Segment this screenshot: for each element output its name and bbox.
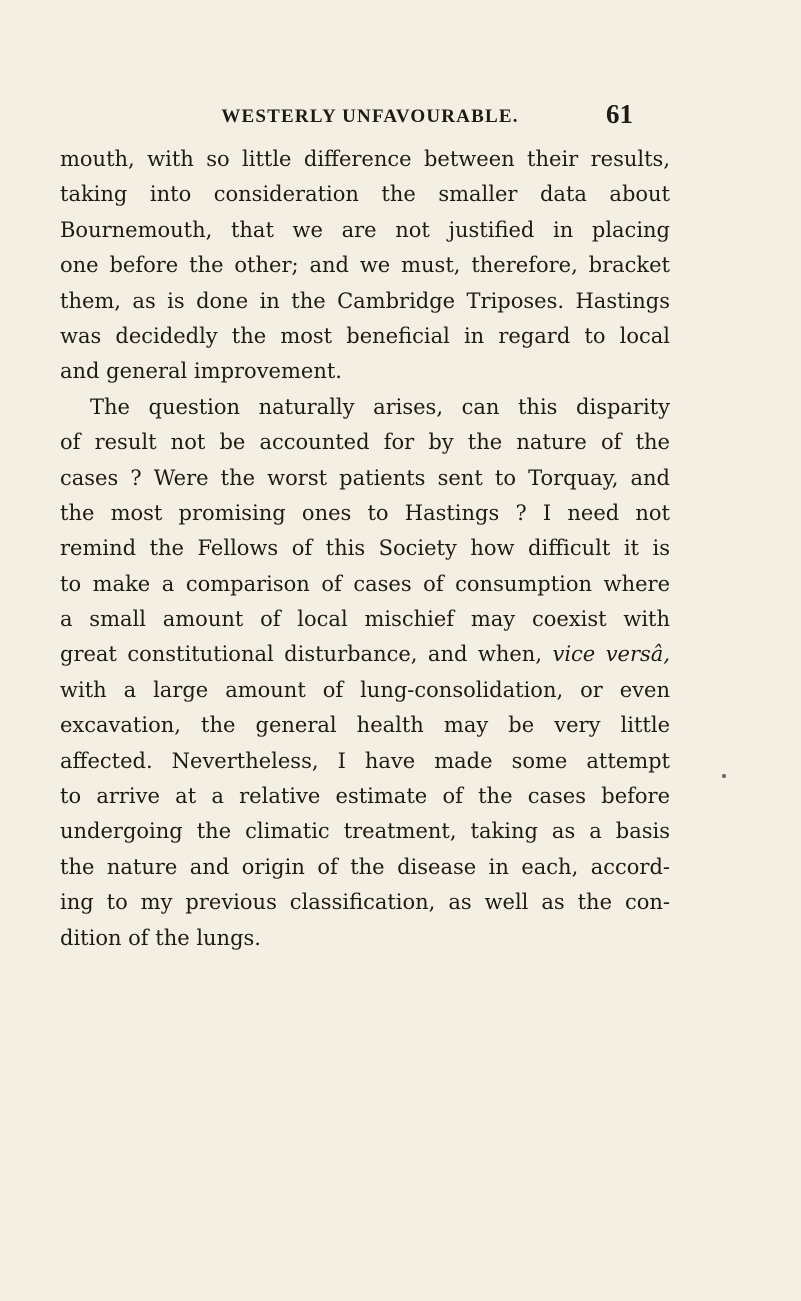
running-head: WESTERLY UNFAVOURABLE. xyxy=(221,106,519,127)
text-line: to arrive at a relative estimate of the cases before xyxy=(60,784,670,809)
text-line: taking into consideration the smaller data about xyxy=(60,182,670,207)
text-line: was decidedly the most beneficial in regard to local xyxy=(60,323,670,348)
text-line: undergoing the climatic treatment, taking as a basis xyxy=(60,819,670,844)
text-line: of result not be accounted for by the nature of the xyxy=(60,430,670,455)
text-line: excavation, the general health may be very little xyxy=(60,713,670,738)
text-line: remind the Fellows of this Society how difficult it is xyxy=(60,536,670,561)
text-line: Bournemouth, that we are not justified in placing xyxy=(60,217,670,242)
text-line: and general improvement. xyxy=(60,359,342,384)
text-line: affected. Nevertheless, I have made some attempt xyxy=(60,748,670,773)
text-line: them, as is done in the Cambridge Triposes. Hastings xyxy=(60,288,670,313)
text-line: to make a comparison of cases of consumption where xyxy=(60,571,670,596)
text-line: dition of the lungs. xyxy=(60,925,261,950)
text-line: one before the other; and we must, therefore, bracket xyxy=(60,253,670,278)
text-line: cases ? Were the worst patients sent to Torquay, and xyxy=(60,465,670,490)
text-segment: great constitutional disturbance, and when, xyxy=(60,642,553,667)
text-line: the most promising ones to Hastings ? I need not xyxy=(60,500,670,525)
text-line: the nature and origin of the disease in each, accord- xyxy=(60,854,670,879)
ink-speck xyxy=(722,774,726,778)
body-text xyxy=(60,142,670,956)
text-line: with a large amount of lung-consolidation, or even xyxy=(60,677,670,702)
text-line: mouth, with so little difference between their results, xyxy=(60,147,670,171)
text-line: a small amount of local mischief may coexist with xyxy=(60,607,670,632)
italic-phrase: vice versâ, xyxy=(552,642,670,667)
text-line: The question naturally arises, can this disparity xyxy=(90,394,670,419)
page-number: 61 xyxy=(606,99,633,129)
text-line-with-italic xyxy=(60,637,670,672)
text-line: ing to my previous classification, as well as the con- xyxy=(60,890,670,915)
